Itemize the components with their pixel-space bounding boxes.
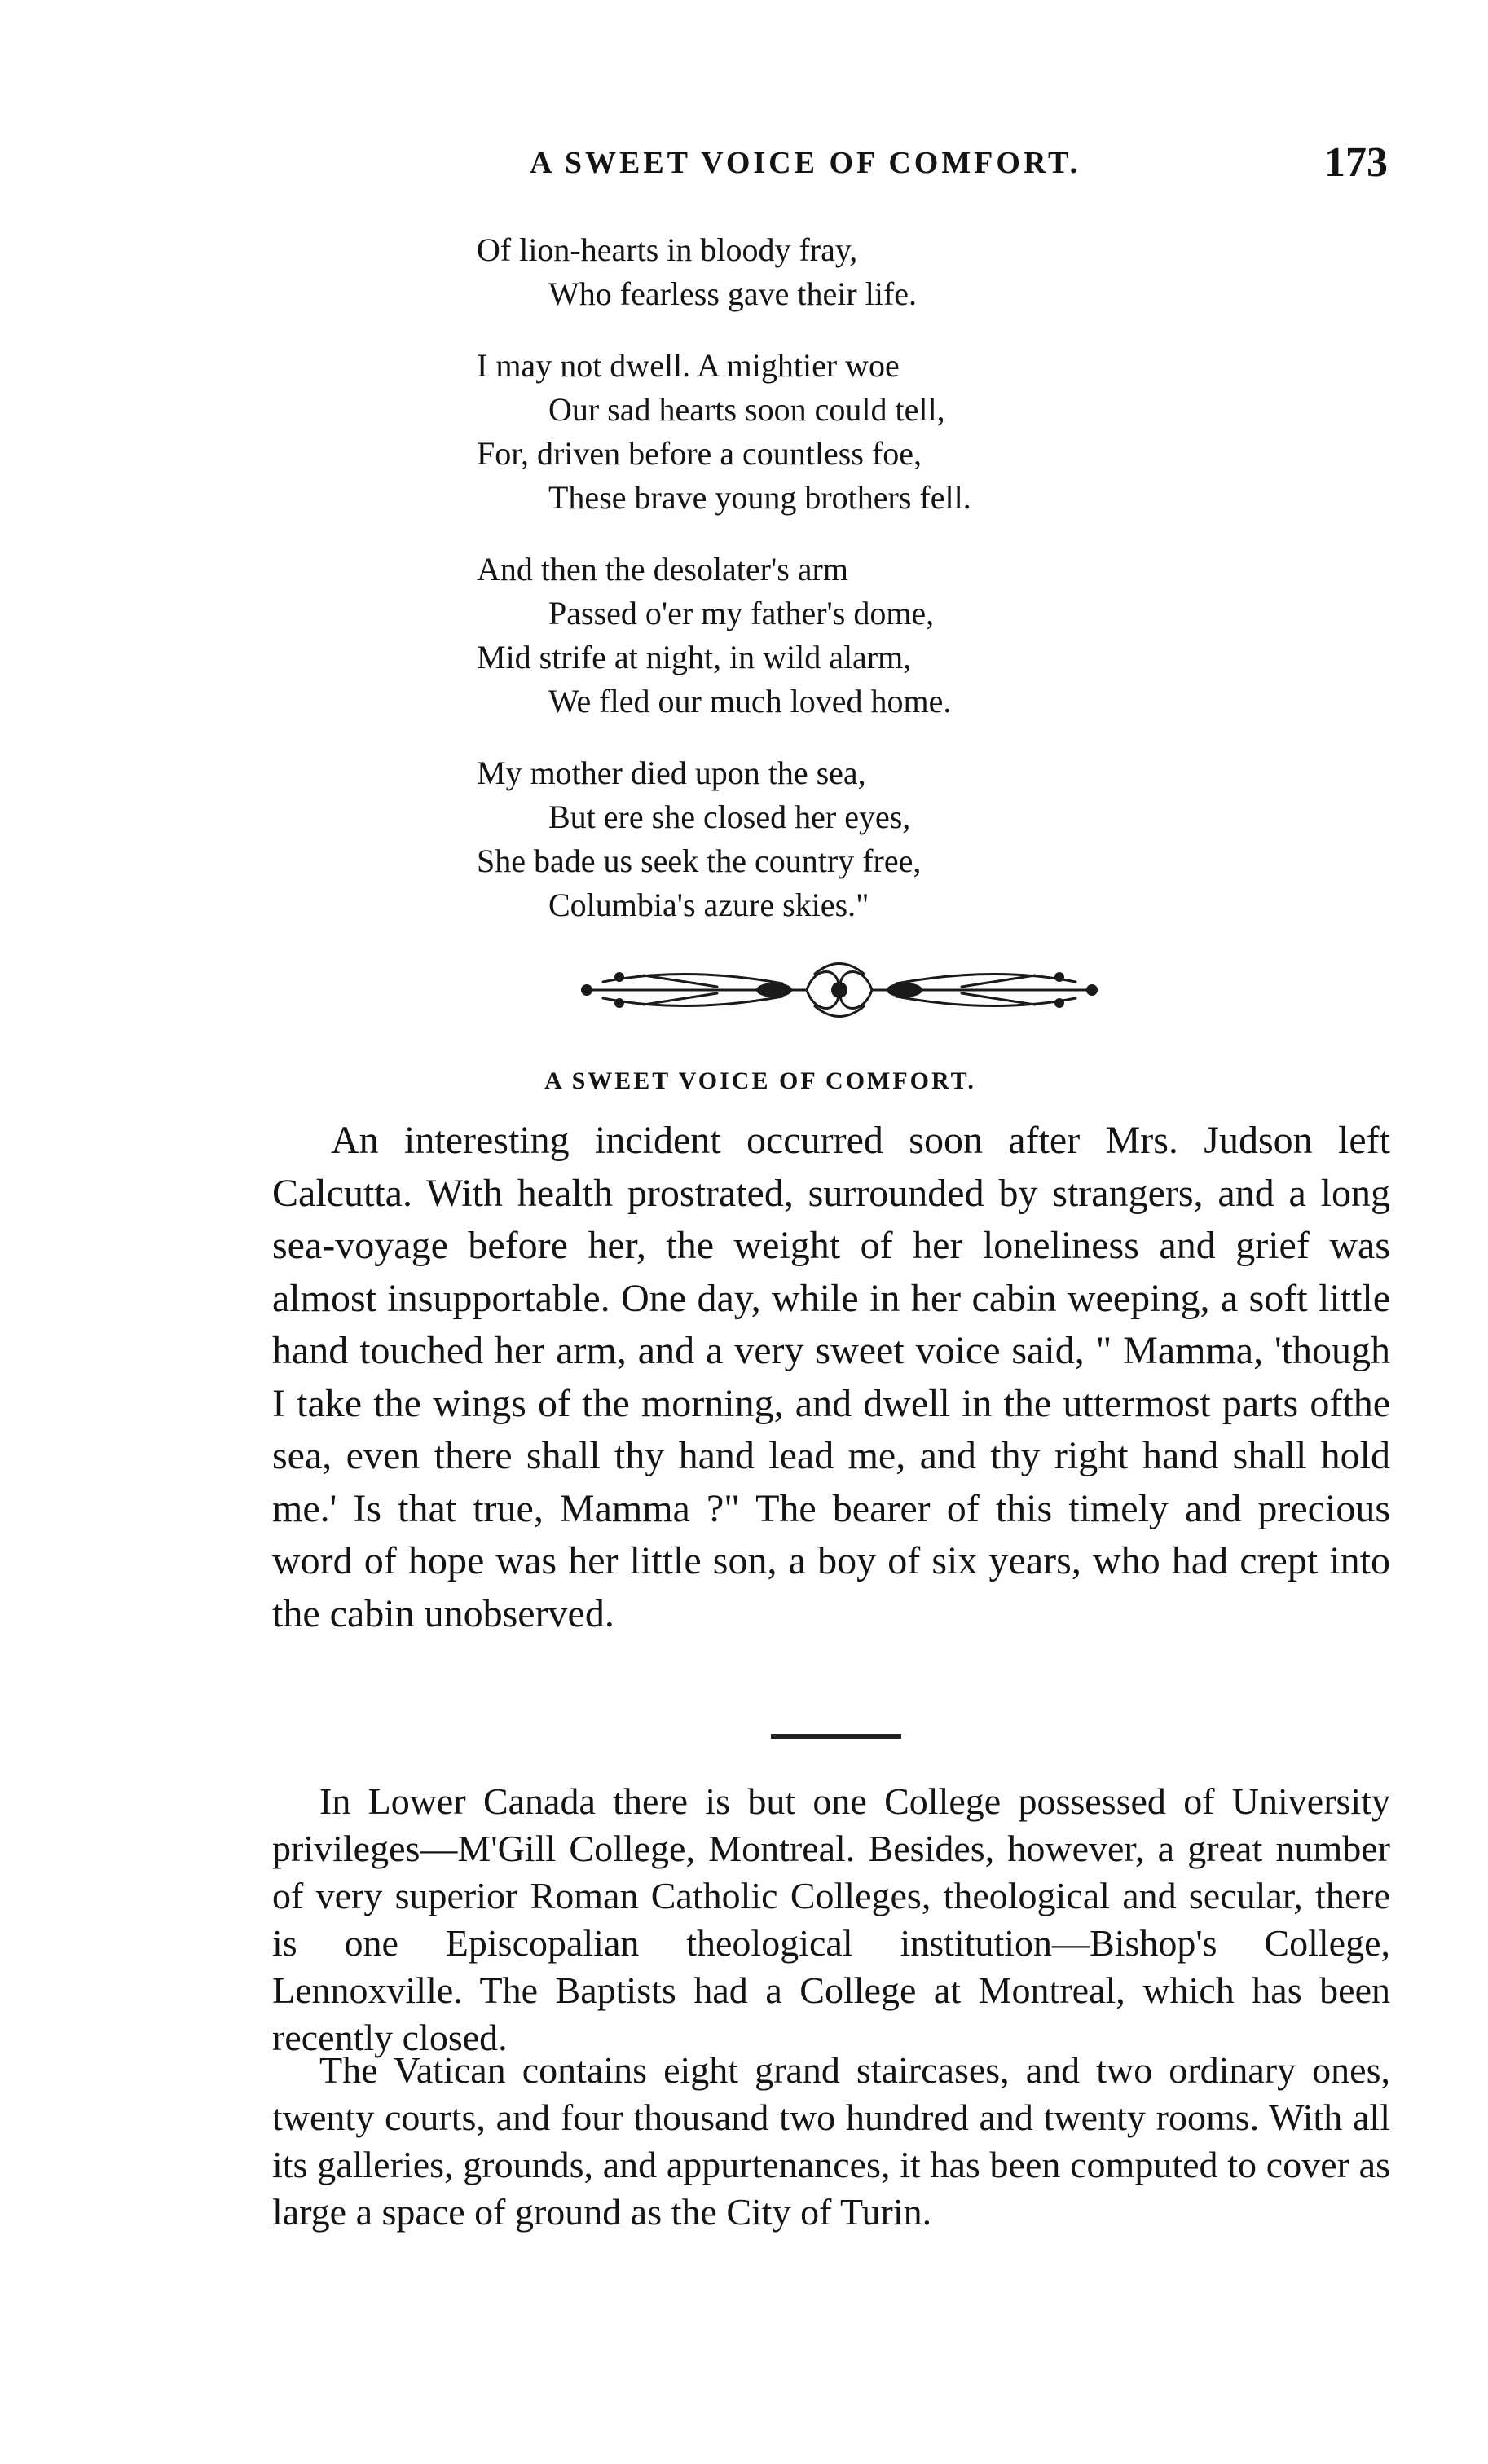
stanza [477, 344, 971, 520]
poem-line: Passed o'er my father's dome, [548, 595, 935, 631]
poem-line: These brave young brothers fell. [548, 479, 971, 516]
paragraph-vatican: The Vatican contains eight grand staircases, and two ordinary ones, twenty courts, and four thousand two hundred and twenty rooms. With all its galleries, grounds, and appurtenances, it has been computed to cover as large a space of ground as the City of Turin. [272, 2049, 1390, 2233]
section-divider-rule [771, 1734, 901, 1739]
poem-line: We fled our much loved home. [548, 683, 952, 719]
running-head: A SWEET VOICE OF COMFORT. [530, 146, 1081, 180]
page-number: 173 [1324, 139, 1388, 186]
poem-line: For, driven before a countless foe, [477, 435, 922, 472]
section-title: A SWEET VOICE OF COMFORT. [544, 1067, 976, 1094]
paragraph-canada: In Lower Canada there is but one College possessed of University privileges—M'Gill College, Montreal. Besides, however, a great number of very superior Roman Catholic Colleges, theological and secular, there is one Episcopalian theological institution—Bishop's College, Lennoxville. The Baptists had a College at Montreal, which has been recently closed. [272, 1780, 1390, 2058]
poem-line: Who fearless gave their life. [548, 275, 918, 312]
ornament-divider-icon [570, 949, 1108, 1031]
poem-line: Columbia's azure skies." [548, 887, 869, 923]
poem-line: My mother died upon the sea, [477, 755, 866, 791]
poem-line: And then the desolater's arm [477, 551, 848, 587]
stanza [477, 228, 971, 316]
section-body-paragraph: An interesting incident occurred soon after Mrs. Judson left Calcutta. With health prostrated, surrounded by strangers, and a long sea-voyage before her, the weight of her loneliness and grief was almost insupportable. One day, while in her cabin weeping, a soft little hand touched her arm, and a very sweet voice said, " Mamma, 'though I take the wings of the morning, and dwell in the uttermost parts ofthe sea, even there shall thy hand lead me, and thy right hand shall hold me.' Is that true, Mamma ?" The bearer of this timely and precious word of hope was her little son, a boy of six years, who had crept into the cabin unobserved. [272, 1119, 1390, 1635]
poem-line: I may not dwell. A mightier woe [477, 347, 900, 384]
stanza [477, 751, 971, 927]
stanza [477, 548, 971, 724]
poem-line: Our sad hearts soon could tell, [548, 391, 945, 428]
poem-line: But ere she closed her eyes, [548, 799, 911, 835]
poem-line: She bade us seek the country free, [477, 843, 922, 879]
poem-line: Mid strife at night, in wild alarm, [477, 639, 912, 675]
poem [477, 228, 971, 955]
poem-line: Of lion-hearts in bloody fray, [477, 231, 858, 268]
